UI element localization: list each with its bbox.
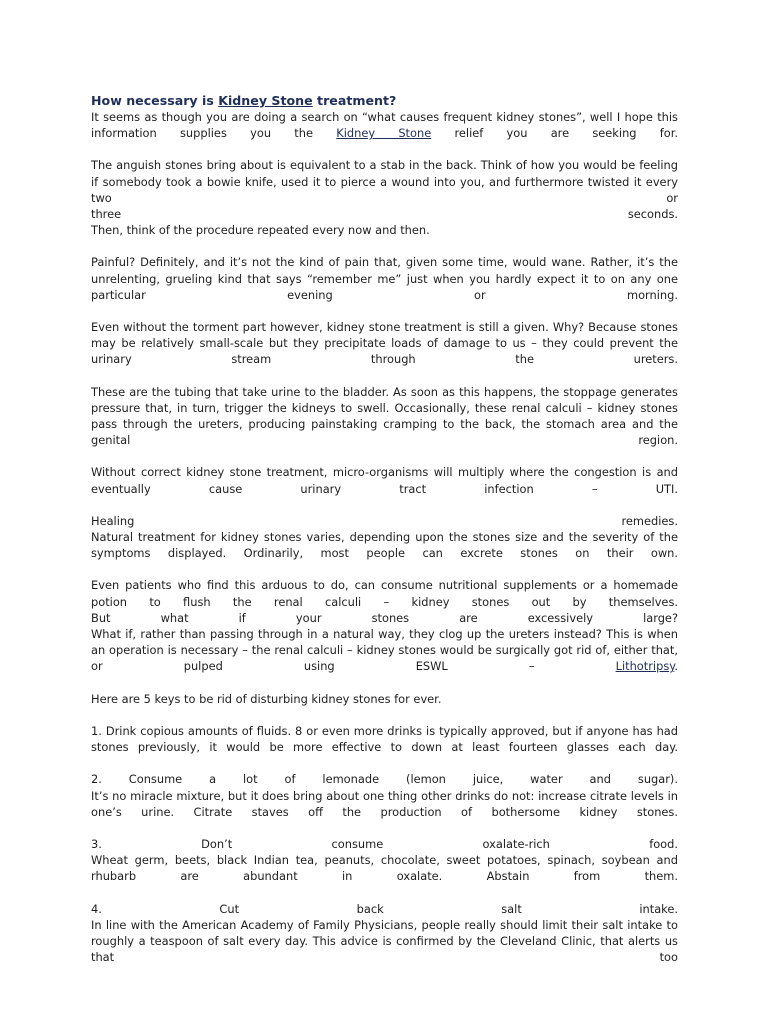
kidney-stone-title-link[interactable]: Kidney Stone (218, 93, 313, 108)
article-title: How necessary is Kidney Stone treatment? (91, 93, 397, 108)
paragraph-tubing: These are the tubing that take urine to the bladder. As soon as this happens, the stoppage generates pressure that, in turn, trigger the kidneys to swell. Occasionally, these renal calculi – kidney stones pass through the ureters, producing painstaking cramping to the back, the stomach area and the genital region. (91, 384, 678, 448)
list-item-2: 2. Consume a lot of lemonade (lemon juice, water and sugar). It’s no miracle mixture, but it does bring about one thing other drinks do not: increase citrate levels in one’s urine. Citrate staves off the production of bothersome kidney stones. (91, 772, 678, 819)
list-item-3: 3. Don’t consume oxalate-rich food. Wheat germ, beets, black Indian tea, peanuts, chocolate, sweet potatoes, spinach, soybean and rhubarb are abundant in oxalate. Abstain from them. (91, 836, 678, 884)
list-item-1: 1. Drink copious amounts of fluids. 8 or even more drinks is typically approved, but if anyone has had stones previously, it would be more effective to down at least fourteen glasses each day. (91, 723, 678, 755)
paragraph-painful: Painful? Definitely, and it’s not the kind of pain that, given some time, would wane. Rather, it’s the unrelenting, grueling kind that says “remember me” just when you hardly expect it to on any one particular evening or morning. (91, 255, 678, 302)
lithotripsy-link[interactable]: Lithotripsy (615, 659, 675, 674)
list-item-4: 4. Cut back salt intake. In line with the American Academy of Family Physicians, people really should limit their salt intake to roughly a teaspoon of salt every day. This advice is confirmed by the Cleveland Clinic, that alerts us that too (91, 901, 678, 965)
kidney-stone-link[interactable]: Kidney Stone (336, 126, 432, 141)
article-body (91, 93, 678, 965)
paragraph-infection: Without correct kidney stone treatment, micro-organisms will multiply where the congestion is and eventually cause urinary tract infection – UTI. (91, 465, 678, 496)
paragraph-intro: It seems as though you are doing a search on “what causes frequent kidney stones”, well I hope this information supplies you the Kidney Stone relief you are seeking for. (91, 110, 679, 141)
paragraph-torment: Even without the torment part however, kidney stone treatment is still a given. Why? Because stones may be relatively small-scale but they precipitate loads of damage to us – they could prevent the urinary stream through the ureters. (91, 320, 678, 367)
paragraph-healing: Healing remedies. Natural treatment for kidney stones varies, depending upon the stones size and the severity of the symptoms displayed. Ordinarily, most people can excrete stones on their own. (91, 513, 678, 561)
paragraph-anguish: The anguish stones bring about is equivalent to a stab in the back. Think of how you would be feeling if somebody took a bowie knife, used it to pierce a wound into you, and furthermore twisted it every two or three seconds. Then, think of the procedure repeated every now and then. (91, 158, 678, 238)
paragraph-keys-intro: Here are 5 keys to be rid of disturbing kidney stones for ever. (91, 691, 442, 706)
paragraph-patients: Even patients who find this arduous to do, can consume nutritional supplements or a homemade potion to flush the renal calculi – kidney stones out by themselves. But what if your stones are excessively large? What if, rather than passing through in a natural way, they clog up the ureters instead? This is when an operation is necessary – the renal calculi – kidney stones would be surgically got rid of, either that, or pulped using ESWL – Lithotripsy. (91, 578, 678, 674)
